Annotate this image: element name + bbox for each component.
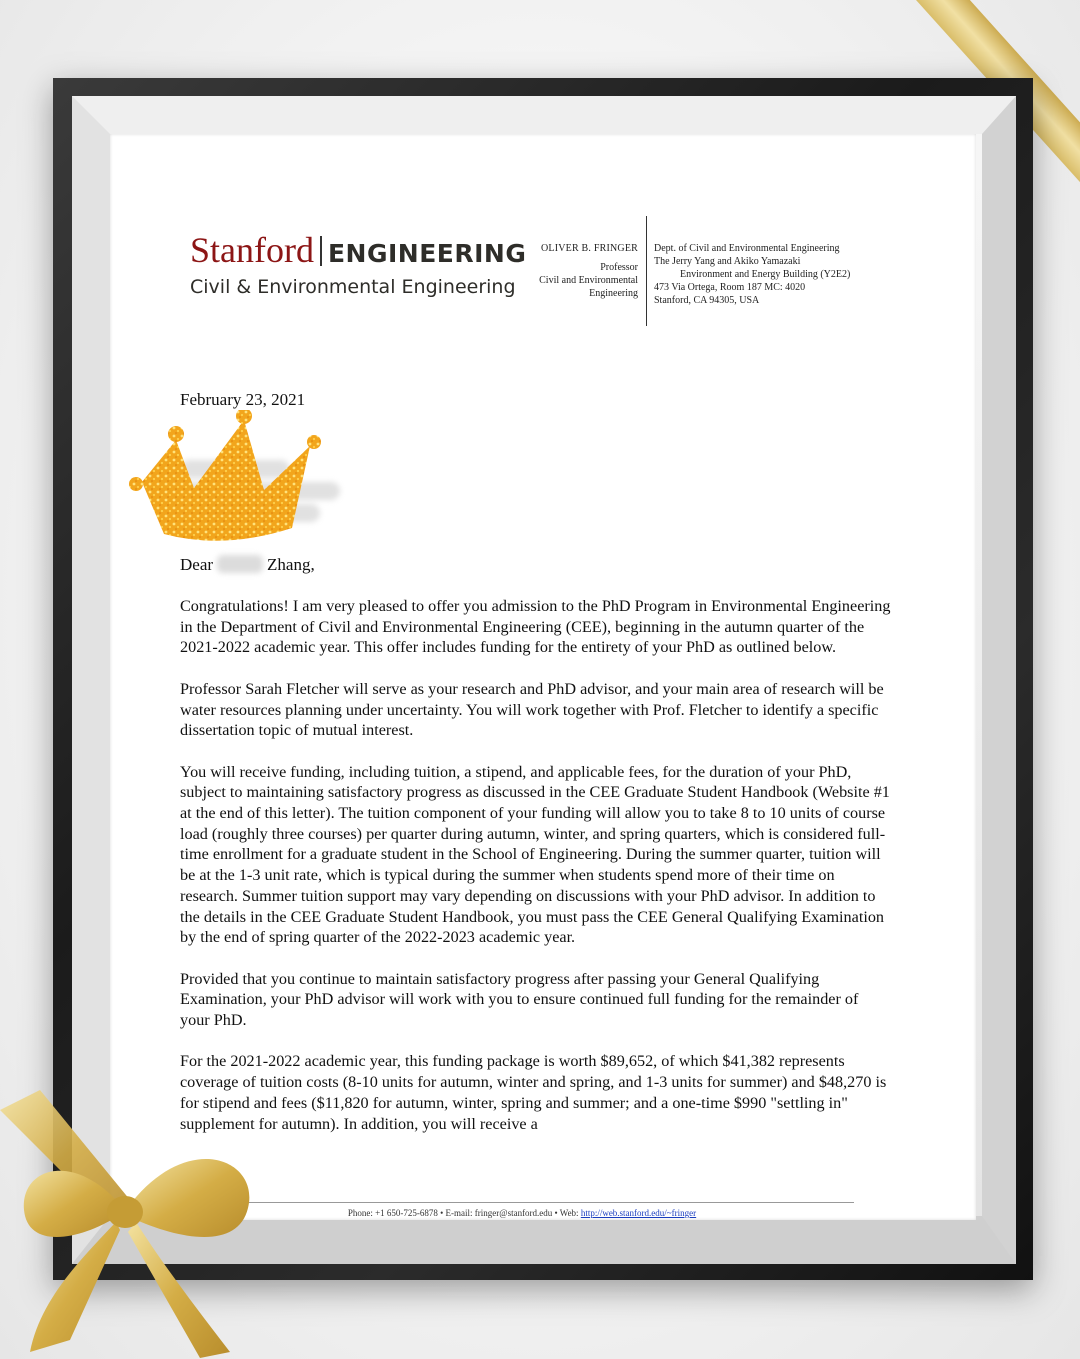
logo-engineering: ENGINEERING (327, 239, 527, 268)
professor-block (490, 242, 638, 300)
paragraph-advisor: Professor Sarah Fletcher will serve as your research and PhD advisor, and your main area of research will be water resources planning under uncertainty. You will work together with Prof. Fletcher to identify a specific dissertation topic of mutual interest. (180, 679, 884, 740)
address-line: Stanford, CA 94305, USA (654, 295, 760, 306)
address-line: The Jerry Yang and Akiko Yamazaki (654, 256, 801, 267)
footer-divider (190, 1202, 854, 1203)
address-line: Environment and Energy Building (Y2E2) (680, 269, 851, 280)
footer-website-link[interactable]: http://web.stanford.edu/~fringer (580, 1208, 697, 1218)
letter-page (110, 134, 976, 1220)
letterhead-divider (646, 216, 647, 326)
paragraph-funding: You will receive funding, including tuition, a stipend, and applicable fees, for the duration of your PhD, subject to maintaining satisfactory progress as discussed in the CEE Graduate Student Handbook (Website #1 at the end of this letter). The tuition component of your funding will allow you to take 8 to 10 units of course load (roughly three courses) per quarter during autumn, winter, and spring quarters, which is considered full-time enrollment for a graduate student in the School of Engineering. During the summer quarter, tuition will be at the 1-3 unit rate, which is typical during the summer when students spend more of their time on research. Summer tuition support may vary depending on discussions with your PhD advisor. In addition to the details in the CEE Graduate Student Handbook, you must pass the CEE General Qualifying Examination by the end of spring quarter of the 2022-2023 academic year. (180, 762, 890, 947)
salutation (180, 555, 315, 575)
department-address (654, 242, 894, 307)
salutation-name: Zhang, (267, 555, 315, 574)
glitter-crown-icon (124, 410, 334, 550)
letter-body (180, 596, 892, 1155)
paragraph-congratulations: Congratulations! I am very pleased to offer you admission to the PhD Program in Environmental Engineering in the Department of Civil and Environmental Engineering (CEE), beginning in the autumn quarter of the 2021-2022 academic year. This offer includes funding for the entirety of your PhD as outlined below. (180, 597, 891, 657)
letter-footer (190, 1208, 854, 1218)
paragraph-continued-funding: Provided that you continue to maintain satisfactory progress after passing your General Qualifying Examination, your PhD advisor will work with you to ensure continued full funding for the remainder of your PhD. (180, 969, 859, 1030)
salutation-prefix: Dear (180, 555, 214, 574)
professor-dept-line1: Civil and Environmental (539, 275, 638, 286)
logo-divider (320, 236, 322, 266)
paragraph-funding-package: For the 2021-2022 academic year, this funding package is worth $89,652, of which $41,382 represents coverage of tuition costs (8-10 units for autumn, winter and spring, and 1-3 units for summer) and $48,270 is for stipend and fees ($11,820 for autumn, winter, spring and summer; and a one-time $990 "settling in" supplement for autumn). In addition, you will receive a (180, 1052, 887, 1133)
gold-bow-icon (0, 1090, 280, 1359)
address-line: 473 Via Ortega, Room 187 MC: 4020 (654, 282, 806, 293)
logo-stanford: Stanford (190, 230, 314, 270)
address-line: Dept. of Civil and Environmental Engineering (654, 243, 840, 254)
logo-department: Civil & Environmental Engineering (190, 276, 516, 298)
footer-contact: Phone: +1 650-725-6878 • E-mail: fringer@stanford.edu • Web: (347, 1208, 581, 1218)
professor-dept-line2: Engineering (589, 288, 638, 299)
redacted-first-name (217, 555, 263, 573)
professor-title: Professor (600, 262, 638, 273)
professor-name: OLIVER B. FRINGER (540, 243, 638, 254)
stanford-engineering-logo (190, 230, 526, 298)
letter-date: February 23, 2021 (180, 390, 306, 409)
